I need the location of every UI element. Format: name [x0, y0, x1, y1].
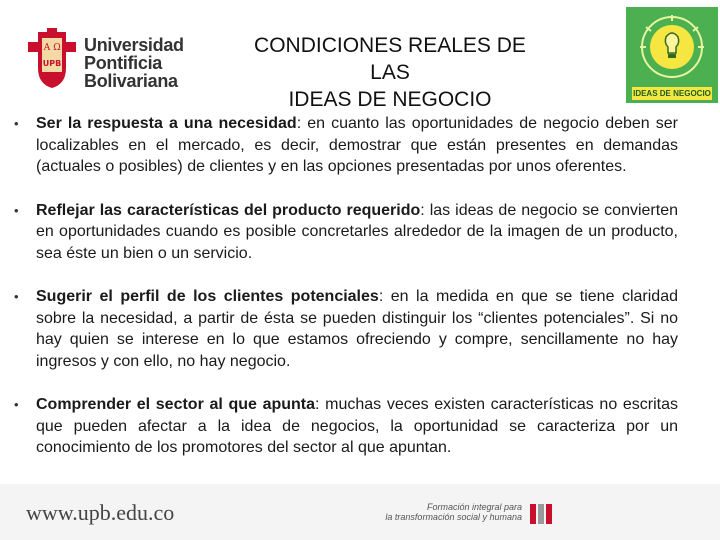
title-line-1: CONDICIONES REALES DE LAS: [254, 34, 526, 84]
title-line-2: IDEAS DE NEGOCIO: [288, 88, 492, 111]
university-name-line-2: Pontificia: [84, 53, 163, 73]
bullet-text: : muchas veces existen características no escritas que pueden afectar a la idea de negocios, la oportunidad se caracteriza por un conocimiento de los promotores del sector al que apuntan.: [36, 396, 679, 456]
bullet-heading: Comprender el sector al que apunta: [36, 396, 316, 413]
slogan-mark-icon: [528, 500, 562, 528]
shield-icon: [28, 28, 76, 90]
bullet-dot: •: [14, 397, 19, 412]
bullet-list: [14, 113, 678, 481]
page-title: [240, 32, 540, 113]
bullet-text: : en la medida en que se tiene claridad sobre la necesidad, a partir de ésta se pueden distinguir los “clientes potenciales”. Si no hay quien se interese en lo que estamos ofreciendo y compre, sencillamente no hay ingresos y con ello, no hay negocio.: [36, 288, 678, 370]
shield-letter-omega: Ω: [53, 43, 61, 53]
university-name: [84, 36, 184, 90]
shield-letter-alpha: A: [43, 43, 51, 53]
bullet-dot: •: [14, 289, 19, 304]
bullet-dot: •: [14, 116, 19, 131]
slogan: [372, 502, 522, 522]
shield-letters-upb: UPB: [42, 59, 62, 68]
website-url[interactable]: www.upb.edu.co: [26, 500, 175, 525]
bullet-item: [14, 113, 678, 178]
lightbulb-icon: [626, 7, 718, 87]
slogan-line-2: la transformación social y humana: [385, 512, 522, 522]
bullet-text: : las ideas de negocio se convierten en oportunidades cuando es posible concretarles alrededor de la imagen de un producto, sea éste un bien o un servicio.: [36, 201, 678, 262]
ideas-badge: [626, 7, 718, 103]
bullet-dot: •: [14, 202, 19, 218]
bullet-item: [14, 286, 678, 372]
badge-label: IDEAS DE NEGOCIO: [633, 89, 711, 98]
bullet-heading: Ser la respuesta a una necesidad: [36, 115, 297, 132]
university-name-line-1: Universidad: [84, 35, 184, 55]
university-logo: [28, 26, 198, 94]
bullet-text: : en cuanto las oportunidades de negocio deben ser localizables en el mercado, es decir, demostrar que están presentes en demandas (actuales o posibles) de clientes y en las opciones presentadas por unos oferentes.: [36, 115, 678, 175]
slogan-line-1: Formación integral para: [426, 502, 522, 512]
university-name-line-3: Bolivariana: [84, 71, 178, 91]
bullet-heading: Reflejar las características del producto requerido: [36, 201, 421, 219]
bullet-item: [14, 394, 678, 459]
bullet-heading: Sugerir el perfil de los clientes potenciales: [36, 288, 379, 305]
bullet-item: [14, 200, 678, 265]
